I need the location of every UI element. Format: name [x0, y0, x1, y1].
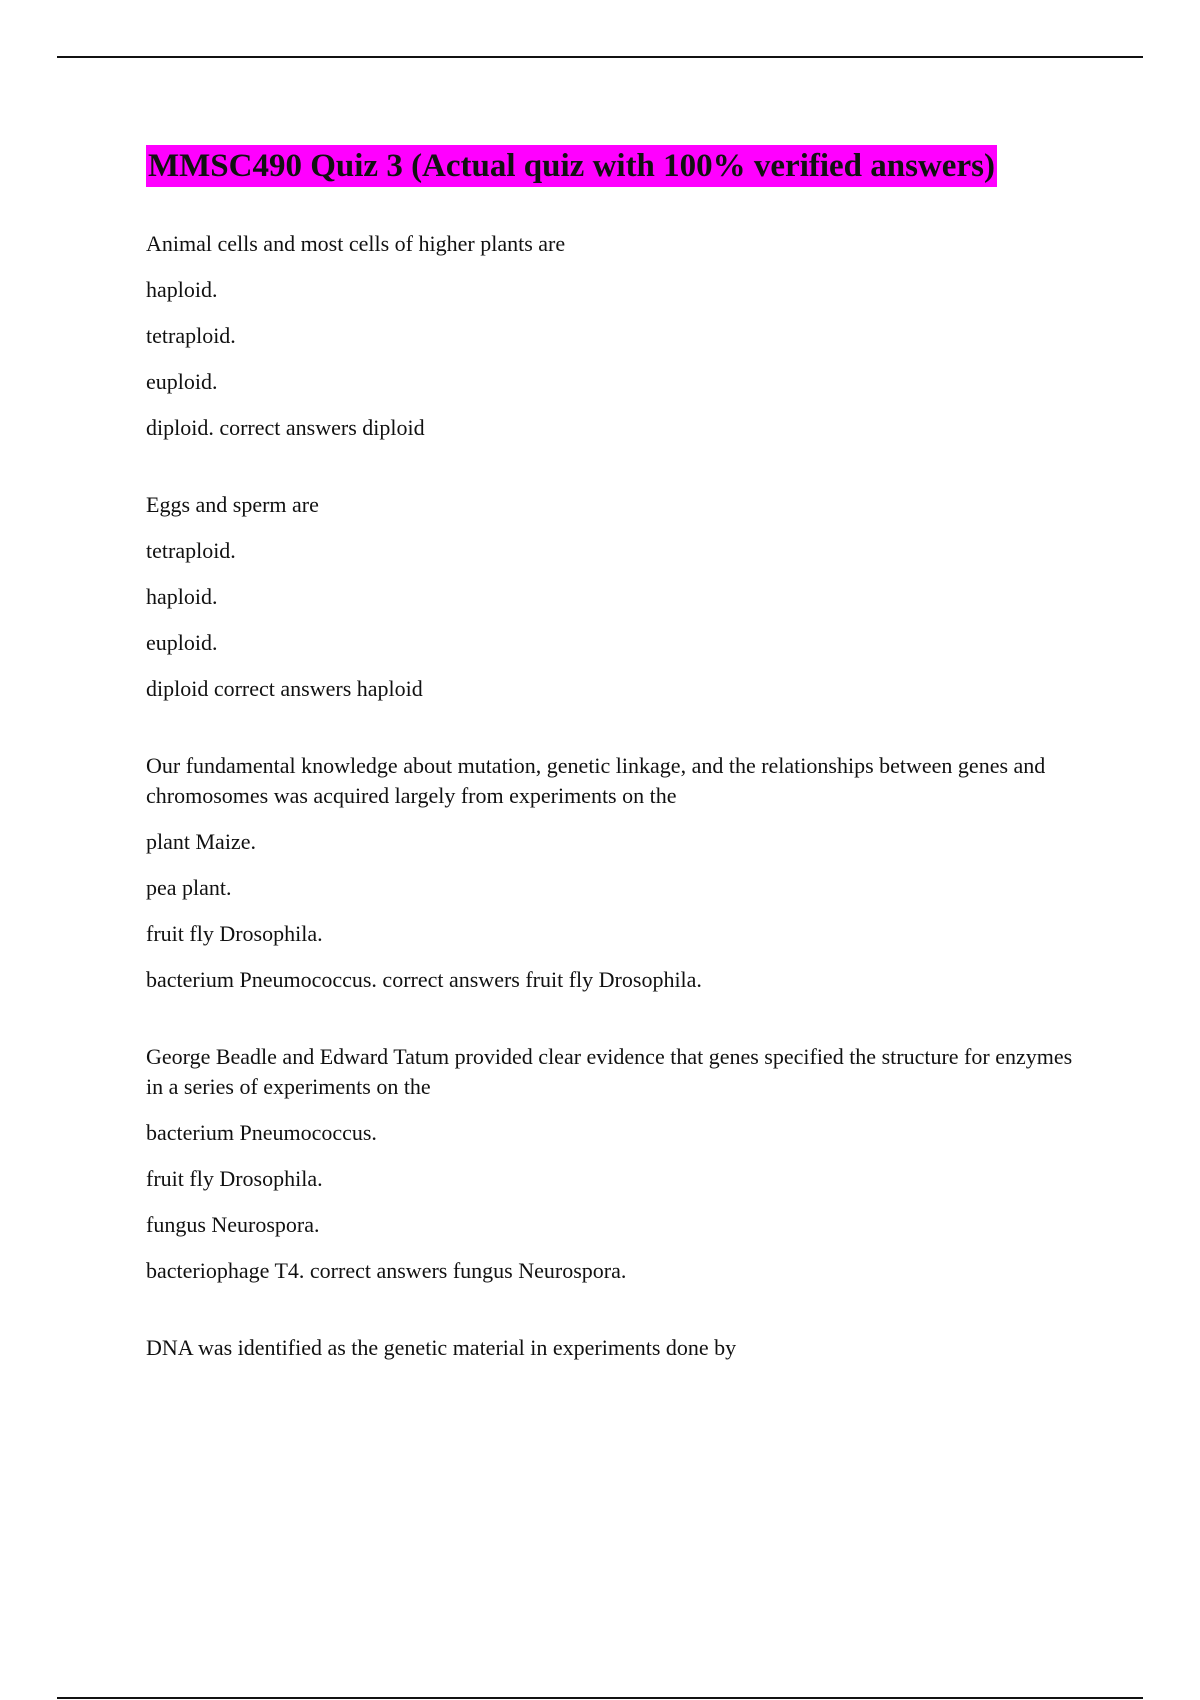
question-5	[146, 1333, 1086, 1363]
answer-option: haploid.	[146, 277, 218, 302]
document-title: MMSC490 Quiz 3 (Actual quiz with 100% verified answers)	[146, 145, 997, 187]
answer-option: tetraploid.	[146, 538, 236, 563]
header-rule	[57, 56, 1143, 58]
answer-option: plant Maize.	[146, 829, 256, 854]
answer-option-with-correct-answer: bacteriophage T4. correct answers fungus Neurospora.	[146, 1258, 627, 1283]
answer-option: euploid.	[146, 630, 218, 655]
answer-option: fruit fly Drosophila.	[146, 921, 323, 946]
answer-option: bacterium Pneumococcus.	[146, 1120, 377, 1145]
title-block	[146, 145, 1086, 187]
answer-option: haploid.	[146, 584, 218, 609]
answer-option: tetraploid.	[146, 323, 236, 348]
question-text: DNA was identified as the genetic material in experiments done by	[146, 1335, 737, 1360]
question-2	[146, 490, 1086, 704]
question-text: Eggs and sperm are	[146, 492, 319, 517]
question-4	[146, 1042, 1086, 1286]
question-1	[146, 229, 1086, 443]
answer-option-with-correct-answer: bacterium Pneumococcus. correct answers fruit fly Drosophila.	[146, 967, 702, 992]
answer-option-with-correct-answer: diploid. correct answers diploid	[146, 415, 425, 440]
answer-option-with-correct-answer: diploid correct answers haploid	[146, 676, 423, 701]
document-body	[146, 145, 1086, 1410]
question-3	[146, 751, 1086, 995]
footer-rule	[57, 1697, 1143, 1699]
question-text: Our fundamental knowledge about mutation, genetic linkage, and the relationships between genes and chromosomes was acquired largely from experiments on the	[146, 753, 1046, 808]
answer-option: euploid.	[146, 369, 218, 394]
answer-option: fruit fly Drosophila.	[146, 1166, 323, 1191]
question-text: Animal cells and most cells of higher plants are	[146, 231, 566, 256]
answer-option: pea plant.	[146, 875, 232, 900]
answer-option: fungus Neurospora.	[146, 1212, 320, 1237]
question-text: George Beadle and Edward Tatum provided clear evidence that genes specified the structure for enzymes in a series of experiments on the	[146, 1044, 1073, 1099]
